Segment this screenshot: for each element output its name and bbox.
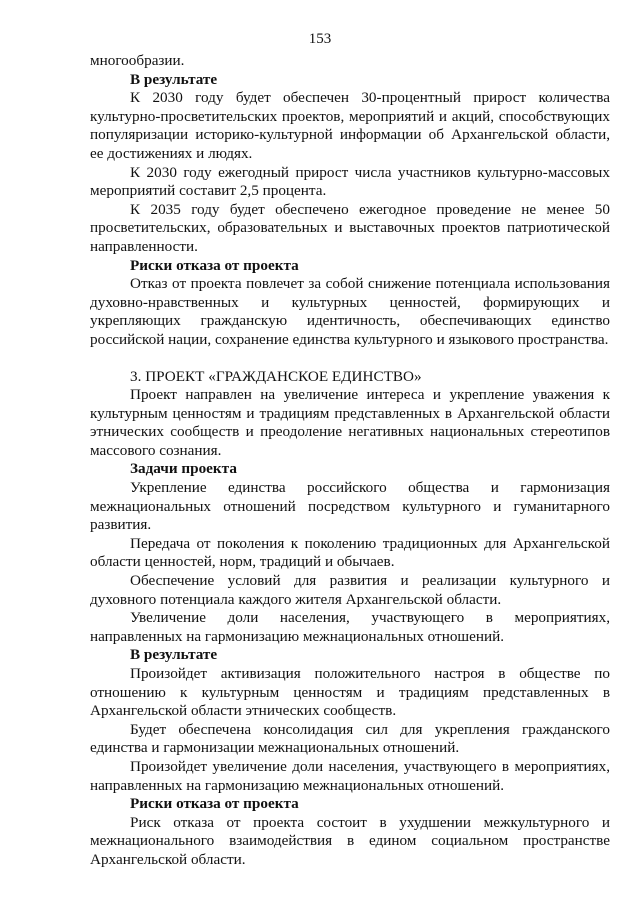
paragraph: Укрепление единства российского общества и гармонизация межнациональных отношений посредством культурного и гуманитарного развития. bbox=[90, 479, 610, 534]
paragraph: Обеспечение условий для развития и реализации культурного и духовного потенциала каждого жителя Архангельской области. bbox=[90, 572, 610, 608]
project-title: 3. ПРОЕКТ «ГРАЖДАНСКОЕ ЕДИНСТВО» bbox=[130, 367, 422, 385]
paragraph: Передача от поколения к поколению традиционных для Архангельской области ценностей, норм, традиций и обычаев. bbox=[90, 534, 610, 571]
section-heading: В результате bbox=[130, 646, 218, 664]
page-number: 153 bbox=[308, 31, 332, 47]
paragraph: многообразии. bbox=[90, 52, 185, 69]
paragraph: К 2030 году ежегодный прирост числа участников культурно-массовых мероприятий составит 2,5 процента. bbox=[90, 163, 610, 200]
document-body bbox=[90, 52, 610, 870]
paragraph: Проект направлен на увеличение интереса и укрепление уважения к культурным ценностям и традициям представленных в Архангельской области этнических сообществ и преодоление негативных национальных стереотипов массового сознания. bbox=[90, 386, 610, 459]
section-heading: Риски отказа от проекта bbox=[130, 256, 299, 274]
paragraph: Отказ от проекта повлечет за собой снижение потенциала использования духовно-нравственных и культурных ценностей, формирующих и укрепляющих гражданскую идентичность, обеспечивающих единство российской нации, сохранение единства культурного и языкового пространства. bbox=[90, 275, 610, 348]
paragraph: Риск отказа от проекта состоит в ухудшении межкультурного и межнационального взаимодействия в едином социальном пространстве Архангельской области. bbox=[90, 813, 610, 868]
section-heading: Риски отказа от проекта bbox=[130, 795, 299, 813]
paragraph: К 2035 году будет обеспечено ежегодное проведение не менее 50 просветительских, образовательных и выставочных проектов патриотической направленности. bbox=[90, 200, 610, 255]
section-heading: В результате bbox=[130, 70, 218, 88]
paragraph: Произойдет увеличение доли населения, участвующего в мероприятиях, направленных на гармонизацию межнациональных отношений. bbox=[90, 757, 610, 794]
paragraph: Увеличение доли населения, участвующего в мероприятиях, направленных на гармонизацию межнациональных отношений. bbox=[90, 609, 610, 645]
section-heading: Задачи проекта bbox=[130, 460, 237, 478]
paragraph: К 2030 году будет обеспечен 30-процентный прирост количества культурно-просветительских проектов, мероприятий и акций, способствующих популяризации историко-культурной информации об Архангельской области, ее достижениях и людях. bbox=[90, 89, 610, 162]
paragraph: Будет обеспечена консолидация сил для укрепления гражданского единства и гармонизации межнациональных отношений. bbox=[90, 720, 610, 757]
paragraph: Произойдет активизация положительного настроя в обществе по отношению к культурным ценностям и традициям представленных в Архангельской области этнических сообществ. bbox=[90, 665, 610, 720]
